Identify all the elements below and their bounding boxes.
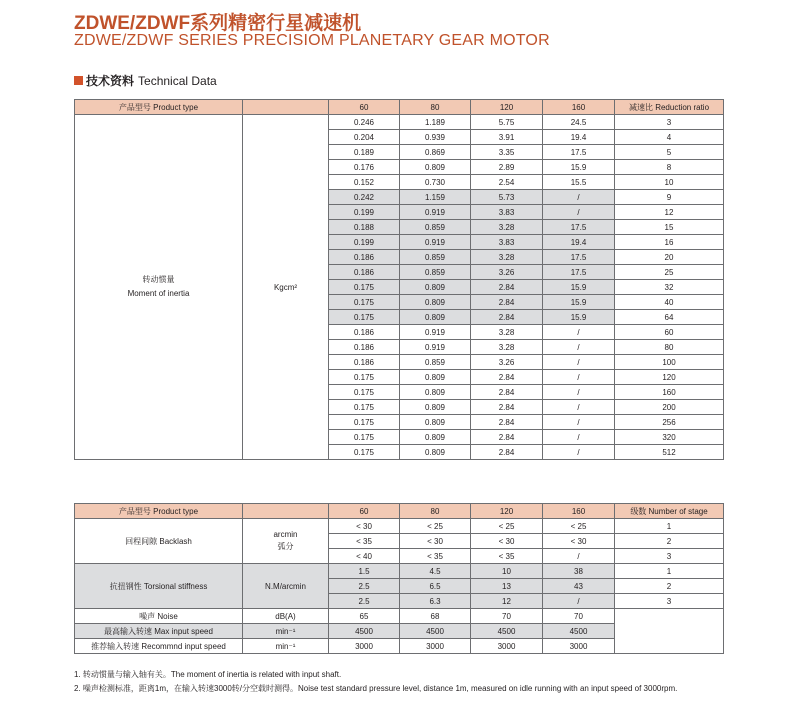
table-cell: 0.175 (329, 430, 400, 445)
table-cell: 0.175 (329, 310, 400, 325)
table-cell: 3.28 (471, 325, 543, 340)
noise-unit: dB(A) (243, 609, 329, 624)
table-cell: / (543, 594, 615, 609)
table-cell: 32 (615, 280, 724, 295)
table-row (75, 115, 724, 130)
table-cell: / (543, 370, 615, 385)
table-cell: 512 (615, 445, 724, 460)
table-cell: 1.159 (400, 190, 471, 205)
table-cell: 64 (615, 310, 724, 325)
table-cell: 10 (615, 175, 724, 190)
header-product-type: 产品型号 Product type (75, 504, 243, 519)
table-cell: < 30 (471, 534, 543, 549)
table-cell: 4.5 (400, 564, 471, 579)
section-heading (74, 72, 217, 89)
table-cell: 0.246 (329, 115, 400, 130)
table-cell: 12 (471, 594, 543, 609)
table-cell: 17.5 (543, 265, 615, 280)
table-cell: 120 (615, 370, 724, 385)
table-cell: 2.84 (471, 445, 543, 460)
table-cell: < 30 (400, 534, 471, 549)
section-title-cn: 技术资料 (86, 74, 135, 88)
table-cell: 2.89 (471, 160, 543, 175)
table-cell: 0.809 (400, 370, 471, 385)
table-cell: < 30 (543, 534, 615, 549)
noise-label: 噪声 Noise (75, 609, 243, 624)
header-80: 80 (400, 100, 471, 115)
header-60: 60 (329, 100, 400, 115)
table-cell: 0.809 (400, 400, 471, 415)
table-cell: 3000 (543, 639, 615, 654)
table-cell: 4500 (400, 624, 471, 639)
table-cell: 3.35 (471, 145, 543, 160)
table-cell: 320 (615, 430, 724, 445)
table-cell: 1 (615, 564, 724, 579)
table-cell: 17.5 (543, 145, 615, 160)
table-cell: 0.175 (329, 295, 400, 310)
table-cell: 0.186 (329, 325, 400, 340)
table-cell: 0.859 (400, 250, 471, 265)
empty-cell (615, 609, 724, 654)
table-cell: < 35 (471, 549, 543, 564)
table-cell: 15.9 (543, 160, 615, 175)
table-cell: 5.73 (471, 190, 543, 205)
table-cell: 2.54 (471, 175, 543, 190)
table-cell: 0.939 (400, 130, 471, 145)
table-cell: 25 (615, 265, 724, 280)
header-120: 120 (471, 504, 543, 519)
table-cell: 2.5 (329, 594, 400, 609)
table-cell: 12 (615, 205, 724, 220)
table-cell: 3.91 (471, 130, 543, 145)
inertia-table (74, 99, 724, 460)
table-cell: 0.859 (400, 265, 471, 280)
table-cell: 10 (471, 564, 543, 579)
inertia-label-en: Moment of inertia (127, 289, 190, 298)
table-cell: 20 (615, 250, 724, 265)
title-en: ZDWE/ZDWF SERIES PRECISIOM PLANETARY GEAR MOTOR (74, 32, 550, 49)
table-cell: 17.5 (543, 250, 615, 265)
backlash-unit-cn: 弧分 (277, 542, 294, 551)
rec-speed-label: 推荐输入转速 Recommnd input speed (75, 639, 243, 654)
table-cell: 0.186 (329, 355, 400, 370)
backlash-unit (243, 519, 329, 564)
table-cell: 3000 (471, 639, 543, 654)
table-cell: 15.9 (543, 310, 615, 325)
table-cell: / (543, 549, 615, 564)
table-cell: < 35 (400, 549, 471, 564)
table-cell: 3.26 (471, 265, 543, 280)
table-cell: 15.9 (543, 280, 615, 295)
table-cell: 2 (615, 534, 724, 549)
table-cell: 2.84 (471, 400, 543, 415)
table-cell: / (543, 445, 615, 460)
table-cell: 15.9 (543, 295, 615, 310)
table-cell: 6.3 (400, 594, 471, 609)
table-cell: 200 (615, 400, 724, 415)
table-cell: 3 (615, 594, 724, 609)
header-reduction-ratio: 减速比 Reduction ratio (615, 100, 724, 115)
table-cell: 3.83 (471, 205, 543, 220)
table-cell: 0.809 (400, 280, 471, 295)
table-cell: / (543, 400, 615, 415)
table-cell: 0.859 (400, 220, 471, 235)
table-row (75, 519, 724, 534)
table-cell: 80 (615, 340, 724, 355)
note-1: 1. 转动惯量与输入轴有关。The moment of inertia is related with input shaft. (74, 670, 342, 679)
header-80: 80 (400, 504, 471, 519)
table-cell: 3.28 (471, 220, 543, 235)
table-cell: 3.26 (471, 355, 543, 370)
table-row (75, 609, 724, 624)
table-cell: 2.84 (471, 295, 543, 310)
table-cell: 3.28 (471, 340, 543, 355)
table-cell: 24.5 (543, 115, 615, 130)
table-cell: 3 (615, 115, 724, 130)
table-cell: 3000 (400, 639, 471, 654)
table-cell: 5.75 (471, 115, 543, 130)
table-cell: / (543, 355, 615, 370)
section-title-en: Technical Data (138, 73, 217, 88)
table-cell: 19.4 (543, 130, 615, 145)
table-cell: 4500 (471, 624, 543, 639)
table-cell: 0.242 (329, 190, 400, 205)
table-cell: < 35 (329, 534, 400, 549)
table-cell: 0.809 (400, 385, 471, 400)
table-cell: / (543, 325, 615, 340)
table-cell: 3.28 (471, 250, 543, 265)
table-cell: 65 (329, 609, 400, 624)
table-cell: < 25 (543, 519, 615, 534)
table-cell: 0.809 (400, 445, 471, 460)
table-cell: 0.809 (400, 430, 471, 445)
inertia-label (75, 115, 243, 460)
table-cell: 0.175 (329, 445, 400, 460)
table-cell: 60 (615, 325, 724, 340)
inertia-label-cn: 转动惯量 (142, 275, 175, 284)
header-60: 60 (329, 504, 400, 519)
table-cell: 0.176 (329, 160, 400, 175)
table-row (75, 564, 724, 579)
table-cell: 16 (615, 235, 724, 250)
header-number-of-stage: 级数 Number of stage (615, 504, 724, 519)
table-cell: 0.809 (400, 310, 471, 325)
note-2: 2. 噪声检测标准，距离1m，在输入转速3000转/分空载时测得。Noise test standard pressure level, distance 1m, measured on idle running with an input speed of 3000rpm. (74, 684, 678, 693)
section-square-icon (74, 76, 83, 85)
table-cell: 2.84 (471, 310, 543, 325)
rec-speed-unit: min⁻¹ (243, 639, 329, 654)
header-160: 160 (543, 100, 615, 115)
table-cell: 3000 (329, 639, 400, 654)
backlash-unit-en: arcmin (273, 530, 298, 539)
table-cell: < 25 (471, 519, 543, 534)
table-cell: / (543, 385, 615, 400)
table-cell: 4500 (329, 624, 400, 639)
table-cell: 0.919 (400, 205, 471, 220)
table-cell: 3 (615, 549, 724, 564)
torsional-label: 抗扭钢性 Torsional stiffness (75, 564, 243, 609)
header-unit (243, 100, 329, 115)
table-cell: 2.84 (471, 430, 543, 445)
table-cell: 2 (615, 579, 724, 594)
table-cell: 2.84 (471, 385, 543, 400)
table-cell: 100 (615, 355, 724, 370)
table-cell: 13 (471, 579, 543, 594)
table-cell: 15.5 (543, 175, 615, 190)
table-cell: < 25 (400, 519, 471, 534)
table-cell: 0.175 (329, 415, 400, 430)
table-cell: 256 (615, 415, 724, 430)
table-cell: 8 (615, 160, 724, 175)
table-cell: 0.809 (400, 160, 471, 175)
table-cell: 0.175 (329, 370, 400, 385)
max-speed-unit: min⁻¹ (243, 624, 329, 639)
table-cell: 2.84 (471, 280, 543, 295)
table-cell: 0.199 (329, 205, 400, 220)
table-cell: / (543, 430, 615, 445)
table-cell: 15 (615, 220, 724, 235)
table-cell: 0.204 (329, 130, 400, 145)
table-cell: 0.175 (329, 385, 400, 400)
torsional-unit: N.M/arcmin (243, 564, 329, 609)
table-cell: 2.84 (471, 415, 543, 430)
table-cell: 0.186 (329, 340, 400, 355)
table-cell: 0.152 (329, 175, 400, 190)
table-cell: 38 (543, 564, 615, 579)
table-cell: 0.199 (329, 235, 400, 250)
table-cell: 2.5 (329, 579, 400, 594)
max-speed-label: 最高输入转速 Max input speed (75, 624, 243, 639)
table-cell: 0.869 (400, 145, 471, 160)
table-cell: 0.919 (400, 325, 471, 340)
table-cell: 68 (400, 609, 471, 624)
table-cell: < 40 (329, 549, 400, 564)
table-cell: 43 (543, 579, 615, 594)
table-cell: 4 (615, 130, 724, 145)
table-cell: 0.919 (400, 340, 471, 355)
header-unit (243, 504, 329, 519)
table-cell: 6.5 (400, 579, 471, 594)
table-cell: 40 (615, 295, 724, 310)
table-cell: 70 (471, 609, 543, 624)
table-cell: 1.189 (400, 115, 471, 130)
table-cell: 0.859 (400, 355, 471, 370)
table-cell: 0.175 (329, 280, 400, 295)
table-cell: 0.175 (329, 400, 400, 415)
table-cell: / (543, 190, 615, 205)
table-cell: 0.809 (400, 295, 471, 310)
table-cell: 19.4 (543, 235, 615, 250)
table1-header (75, 100, 724, 115)
table-cell: 0.809 (400, 415, 471, 430)
table-cell: 0.186 (329, 265, 400, 280)
table-cell: / (543, 205, 615, 220)
table-cell: 70 (543, 609, 615, 624)
table-cell: < 30 (329, 519, 400, 534)
table-cell: 1.5 (329, 564, 400, 579)
table-cell: 17.5 (543, 220, 615, 235)
table-cell: 0.188 (329, 220, 400, 235)
table-cell: 0.730 (400, 175, 471, 190)
header-160: 160 (543, 504, 615, 519)
table-cell: / (543, 340, 615, 355)
table-cell: / (543, 415, 615, 430)
table-cell: 9 (615, 190, 724, 205)
table-cell: 1 (615, 519, 724, 534)
performance-table (74, 503, 724, 654)
header-product-type: 产品型号 Product type (75, 100, 243, 115)
title-cn: ZDWE/ZDWF系列精密行星减速机 (74, 13, 362, 34)
table-cell: 0.189 (329, 145, 400, 160)
table-cell: 0.186 (329, 250, 400, 265)
header-120: 120 (471, 100, 543, 115)
table-cell: 160 (615, 385, 724, 400)
table-cell: 4500 (543, 624, 615, 639)
table2-header (75, 504, 724, 519)
table-cell: 2.84 (471, 370, 543, 385)
inertia-unit: Kgcm² (243, 115, 329, 460)
table-cell: 0.919 (400, 235, 471, 250)
table-cell: 3.83 (471, 235, 543, 250)
table-cell: 5 (615, 145, 724, 160)
backlash-label: 回程间隙 Backlash (75, 519, 243, 564)
